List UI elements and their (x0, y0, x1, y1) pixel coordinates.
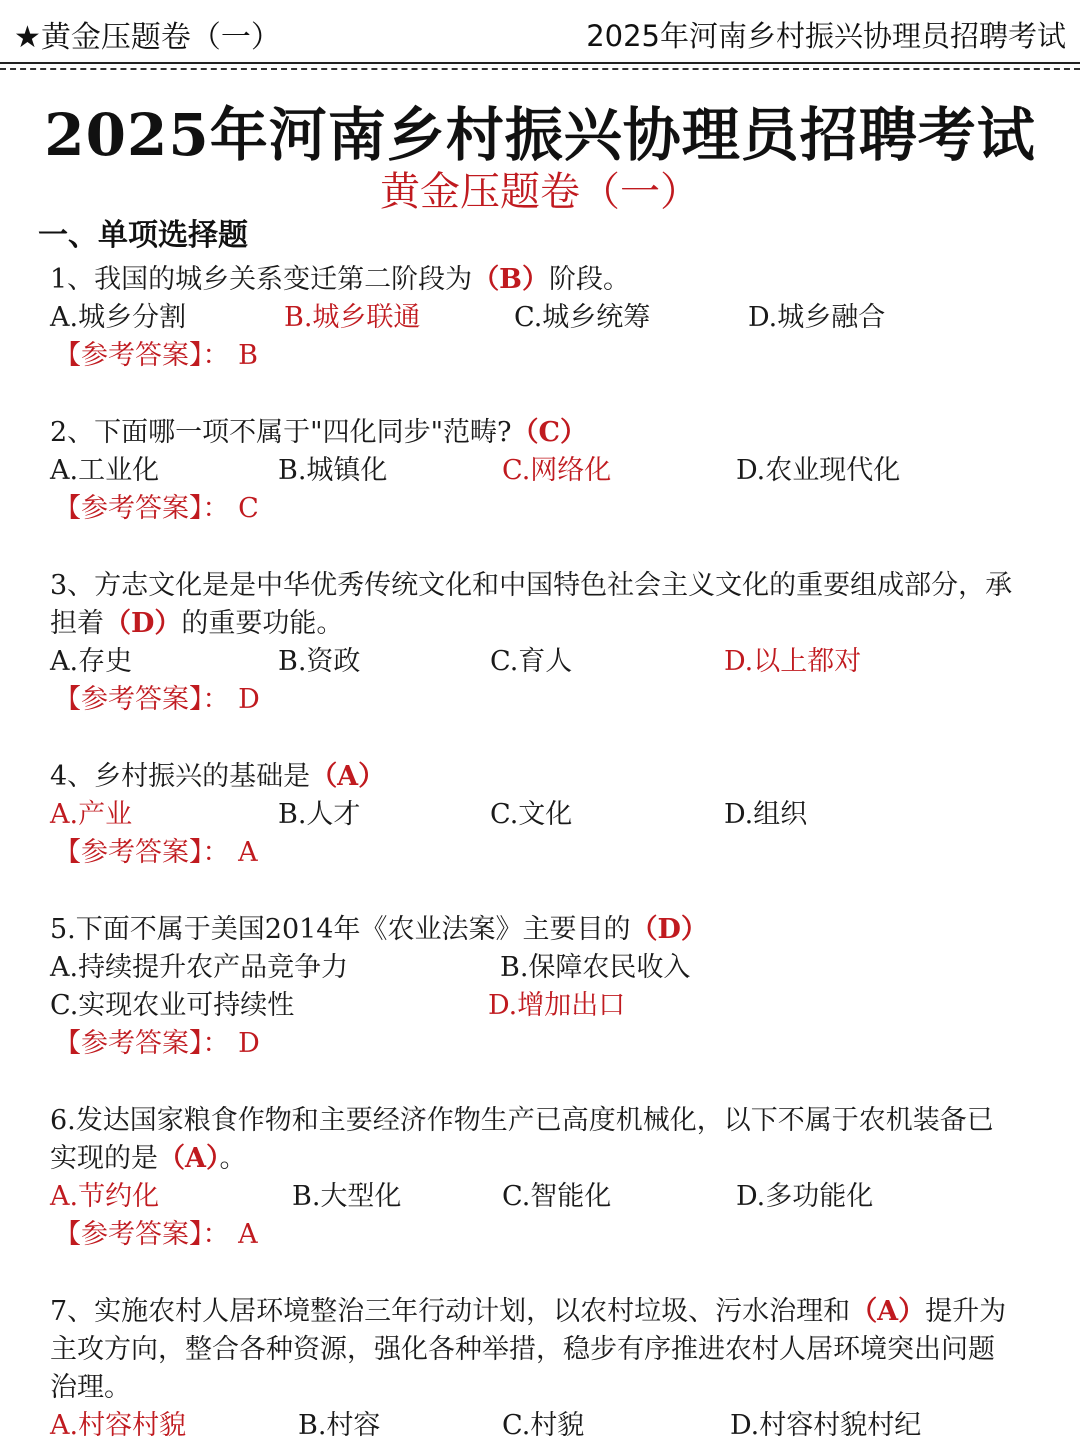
question-text: 的重要功能。 (181, 608, 344, 639)
answer-mark: （B） (472, 264, 550, 295)
question-text: 3、方志文化是是中华优秀传统文化和中国特色社会主义文化的重要组成部分，承 (50, 570, 1013, 601)
question-1-option-c: C.城乡统筹 (514, 302, 651, 333)
question-7-text (50, 1369, 131, 1407)
answer-mark: （D） (104, 608, 182, 639)
question-text: 1、我国的城乡关系变迁第二阶段为 (50, 264, 473, 295)
question-4-option-a: A.产业 (50, 799, 133, 830)
question-5-reference-answer: 【参考答案】： D (54, 1028, 260, 1059)
question-3-option-c: C.育人 (490, 646, 573, 677)
question-3-option-b: B.资政 (278, 646, 361, 677)
question-5-option-a: A.持续提升农产品竞争力 (50, 952, 349, 983)
question-text: 治理。 (50, 1372, 131, 1403)
question-1-reference-answer: 【参考答案】： B (54, 340, 258, 371)
question-3-reference-answer: 【参考答案】： D (54, 684, 260, 715)
question-4-option-d: D.组织 (724, 799, 808, 830)
question-6-reference-answer: 【参考答案】： A (54, 1219, 258, 1250)
question-text: 阶段。 (549, 264, 631, 295)
question-5-option-b: B.保障农民收入 (500, 952, 691, 983)
question-5-option-d: D.增加出口 (488, 990, 626, 1021)
question-text: 。 (219, 1143, 247, 1174)
question-6-option-c: C.智能化 (502, 1181, 612, 1212)
answer-mark: （A） (158, 1143, 220, 1174)
question-1-option-a: A.城乡分割 (50, 302, 187, 333)
question-7-option-d: D.村容村貌村纪 (730, 1410, 922, 1441)
question-text: 主攻方向，整合各种资源，强化各种举措，稳步有序推进农村人居环境突出问题 (50, 1334, 995, 1365)
question-4-option-b: B.人才 (278, 799, 361, 830)
question-6-option-d: D.多功能化 (736, 1181, 874, 1212)
question-7-option-c: C.村貌 (502, 1410, 585, 1441)
answer-mark: （D） (630, 914, 708, 945)
question-text: 2、下面哪一项不属于"四化同步"范畴? (50, 417, 512, 448)
question-6-text (50, 1140, 246, 1178)
answer-mark: （A） (310, 761, 386, 792)
question-2-text (50, 414, 587, 452)
question-text: 实现的是 (50, 1143, 158, 1174)
question-7-option-a: A.村容村貌 (50, 1410, 187, 1441)
header-right-title: 2025年河南乡村振兴协理员招聘考试 (586, 19, 1066, 53)
question-6-option-a: A.节约化 (50, 1181, 160, 1212)
answer-mark: （C） (511, 417, 587, 448)
question-text: 4、乡村振兴的基础是 (50, 761, 311, 792)
question-2-option-b: B.城镇化 (278, 455, 388, 486)
question-7-option-b: B.村容 (298, 1410, 381, 1441)
question-1-text (50, 261, 630, 299)
question-7-text (50, 1331, 995, 1369)
question-1-option-d: D.城乡融合 (748, 302, 886, 333)
question-2-reference-answer: 【参考答案】： C (54, 493, 259, 524)
question-3-option-d: D.以上都对 (724, 646, 862, 677)
section-heading: 一、单项选择题 (38, 218, 248, 253)
dashed-divider (0, 68, 1080, 70)
question-6-option-b: B.大型化 (292, 1181, 402, 1212)
question-text: 提升为 (925, 1296, 1007, 1327)
question-2-option-c: C.网络化 (502, 455, 612, 486)
page-header (0, 0, 1080, 64)
question-text: 担着 (50, 608, 104, 639)
question-4-reference-answer: 【参考答案】： A (54, 837, 258, 868)
question-5-option-c: C.实现农业可持续性 (50, 990, 295, 1021)
question-7-text (50, 1293, 1006, 1331)
question-2-option-a: A.工业化 (50, 455, 160, 486)
page-title: 2025年河南乡村振兴协理员招聘考试 (44, 101, 1036, 169)
question-4-text (50, 758, 385, 796)
question-5-text (50, 911, 708, 949)
question-text: 6.发达国家粮食作物和主要经济作物生产已高度机械化，以下不属于农机装备已 (50, 1105, 994, 1136)
question-3-option-a: A.存史 (50, 646, 133, 677)
header-left-title: ★黄金压题卷（一） (14, 20, 281, 55)
question-text: 5.下面不属于美国2014年《农业法案》主要目的 (50, 914, 631, 945)
question-3-text (50, 567, 1012, 605)
question-1-option-b: B.城乡联通 (284, 302, 421, 333)
question-2-option-d: D.农业现代化 (736, 455, 901, 486)
question-4-option-c: C.文化 (490, 799, 573, 830)
answer-mark: （A） (850, 1296, 926, 1327)
question-6-text (50, 1102, 994, 1140)
page-subtitle: 黄金压题卷（一） (380, 169, 700, 215)
question-3-text (50, 605, 343, 643)
question-text: 7、实施农村人居环境整治三年行动计划，以农村垃圾、污水治理和 (50, 1296, 851, 1327)
